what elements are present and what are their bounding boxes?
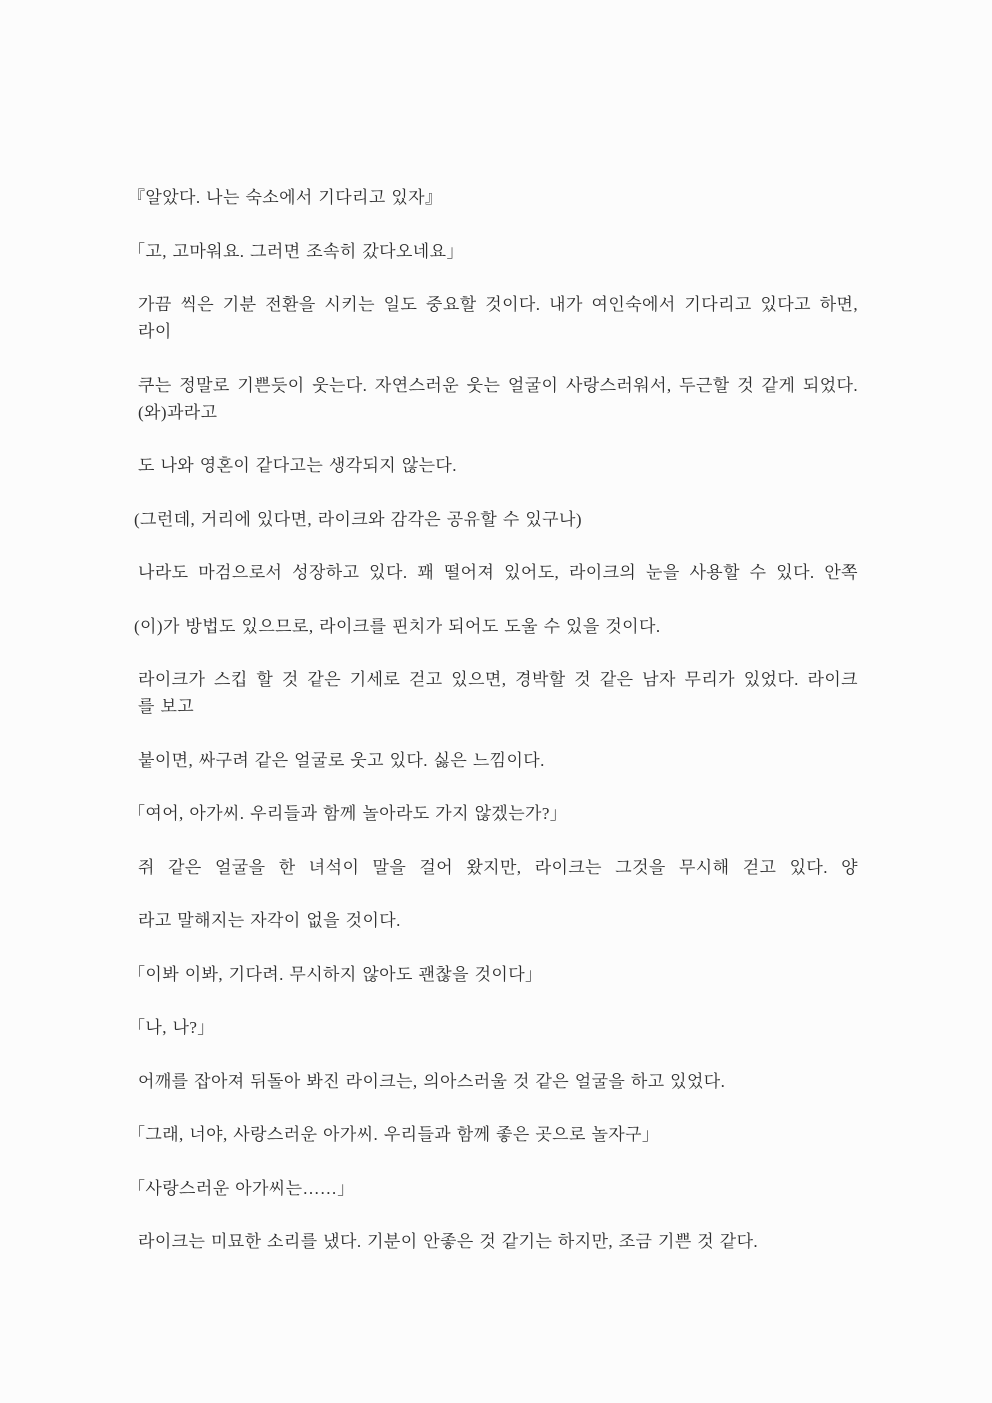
paragraph xyxy=(128,613,858,640)
document-page xyxy=(128,184,858,1282)
text-line: 라고 말해지는 자각이 없을 것이다. xyxy=(138,911,401,930)
text-line: (이)가 방법도 있으므로, 라이크를 핀치가 되어도 도울 수 있을 것이다. xyxy=(134,616,661,636)
text-line: 쿠는 정말로 기쁜듯이 웃는다. 자연스러운 웃는 얼굴이 사랑스러워서, 두근할 것 같게 되었다. xyxy=(138,375,858,395)
text-line: 「나, 나?」 xyxy=(128,1018,215,1037)
text-line: 라이 xyxy=(138,322,172,341)
paragraph xyxy=(128,559,858,586)
text-line: 「그래, 너야, 사랑스러운 아가씨. 우리들과 함께 좋은 곳으로 놀자구」 xyxy=(128,1125,660,1144)
paragraph xyxy=(128,184,858,211)
text-line: (그런데, 거리에 있다면, 라이크와 감각은 공유할 수 있구나) xyxy=(134,509,582,529)
paragraph xyxy=(128,238,858,265)
paragraph xyxy=(128,666,858,720)
text-line: 라이크가 스킵 할 것 같은 기세로 걷고 있으면, 경박할 것 같은 남자 무리가 있었다. 라이크 xyxy=(138,670,858,689)
text-line: 나라도 마검으로서 성장하고 있다. 꽤 떨어져 있어도, 라이크의 눈을 사용할 수 있다. 안쪽 xyxy=(138,563,858,582)
text-line: 라이크는 미묘한 소리를 냈다. 기분이 안좋은 것 같기는 하지만, 조금 기쁜 것 같다. xyxy=(138,1232,759,1251)
text-line: 도 나와 영혼이 같다고는 생각되지 않는다. xyxy=(138,456,457,475)
text-line: 쥐 같은 얼굴을 한 녀석이 말을 걸어 왔지만, 라이크는 그것을 무시해 걷고 있다. 양 xyxy=(138,857,858,877)
text-line: 가끔 씩은 기분 전환을 시키는 일도 중요할 것이다. 내가 여인숙에서 기다리고 있다고 하면, xyxy=(138,295,858,314)
paragraph xyxy=(128,1014,858,1041)
paragraph xyxy=(128,1175,858,1202)
paragraph xyxy=(128,800,858,827)
text-line: 어깨를 잡아져 뒤돌아 봐진 라이크는, 의아스러울 것 같은 얼굴을 하고 있었다. xyxy=(138,1071,726,1091)
text-line: 「고, 고마워요. 그러면 조속히 갔다오네요」 xyxy=(128,241,464,261)
text-line: 『알았다. 나는 숙소에서 기다리고 있자』 xyxy=(128,188,443,207)
paragraph xyxy=(128,747,858,774)
paragraph xyxy=(128,1121,858,1148)
paragraph xyxy=(128,506,858,533)
text-line: 「여어, 아가씨. 우리들과 함께 놀아라도 가지 않겠는가?」 xyxy=(128,804,568,823)
text-line: 붙이면, 싸구려 같은 얼굴로 웃고 있다. 싫은 느낌이다. xyxy=(138,750,545,770)
paragraph xyxy=(128,1068,858,1095)
paragraph xyxy=(128,452,858,479)
paragraph xyxy=(128,854,858,881)
paragraph xyxy=(128,1228,858,1255)
text-line: (와)과라고 xyxy=(138,402,218,422)
text-line: 를 보고 xyxy=(138,697,195,716)
paragraph xyxy=(128,372,858,426)
paragraph xyxy=(128,907,858,934)
paragraph xyxy=(128,961,858,988)
text-line: 「이봐 이봐, 기다려. 무시하지 않아도 괜찮을 것이다」 xyxy=(128,964,543,984)
paragraph xyxy=(128,291,858,345)
text-line: 「사랑스러운 아가씨는……」 xyxy=(128,1178,355,1198)
